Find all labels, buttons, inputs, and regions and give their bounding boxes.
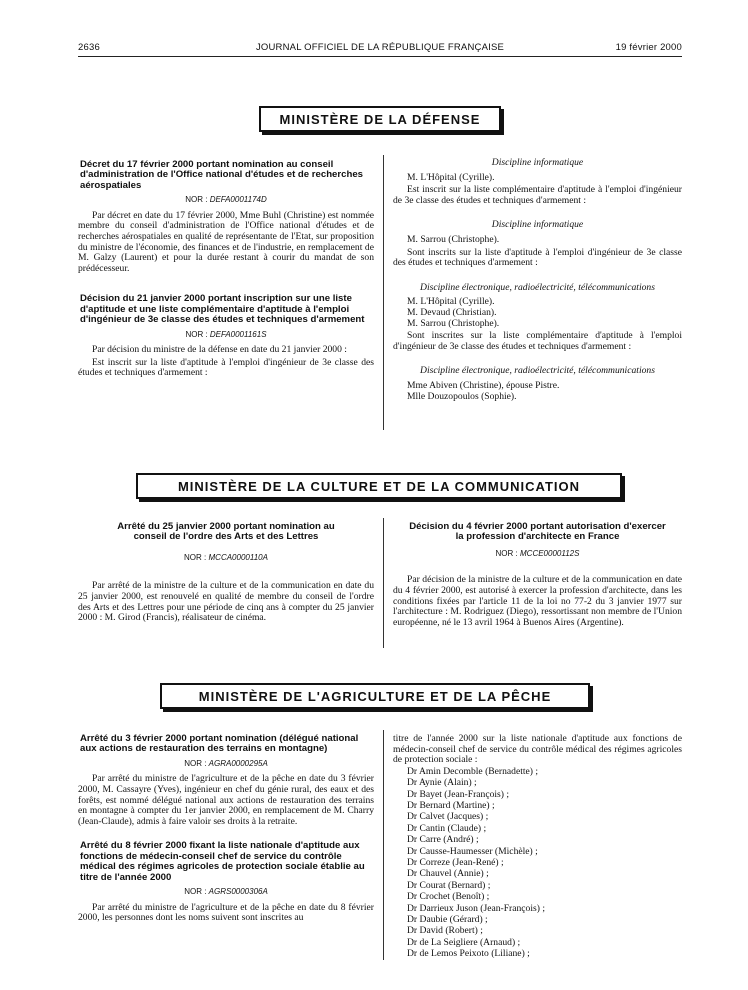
culture-right-column xyxy=(393,522,682,628)
list-item: Dr Chauvel (Annie) ; xyxy=(407,868,489,880)
list-item: Dr Calvet (Jacques) ; xyxy=(407,811,489,823)
arrete-body: Par arrêté du ministre de l'agriculture et de la pêche en date du 3 février 2000, M. Cassayre (Yves), ingénieur en chef du génie rural, des eaux et des forêts, est nommé délégué national aux actions de restauration des terrains en montagne à compter du 1er janvier 2000, en remplacement de M. Charry (Jean-Claude), admis à faire valoir ses droits à la retraite. xyxy=(78,773,374,827)
list-item: Dr Correze (Jean-René) ; xyxy=(407,857,504,869)
decision-body: Par décision de la ministre de la culture et de la communication en date du 4 février 2000, est autorisé à exercer la profession d'architecte, dans les conditions fixées par l'article 11 de la loi no 77-2 du 3 janvier 1977 sur l'architecture : M. Rodriguez (Diego), ressortissant non membre de l'Union européenne, né le 13 avril 1964 à Buenos Aires (Argentine). xyxy=(393,574,682,628)
list-item: Dr David (Robert) ; xyxy=(407,925,483,937)
nor-label: NOR : xyxy=(185,329,208,339)
discipline-heading: Discipline électronique, radioélectricité, télécommunications xyxy=(420,365,655,377)
agriculture-left-column xyxy=(78,734,374,924)
list-item: Dr Cantin (Claude) ; xyxy=(407,822,487,834)
nor-reference xyxy=(78,330,374,341)
person-entry: Mme Abiven (Christine), épouse Pistre. xyxy=(407,379,560,391)
ministry-heading-culture xyxy=(136,473,622,499)
nor-label: NOR : xyxy=(185,195,208,205)
list-intro: Est inscrit sur la liste complémentaire d'aptitude à l'emploi d'ingénieur de 3e classe des études et techniques d'armement : xyxy=(393,184,682,206)
decision-title: Décision du 4 février 2000 portant autorisation d'exercer la profession d'architecte en France xyxy=(409,521,666,543)
ministry-heading-defense xyxy=(259,106,501,132)
discipline-heading: Discipline électronique, radioélectricité, télécommunications xyxy=(420,281,655,293)
list-item: Dr Bayet (Jean-François) ; xyxy=(407,788,510,800)
ministry-heading-text: MINISTÈRE DE LA CULTURE ET DE LA COMMUNICATION xyxy=(177,478,581,494)
page-date: 19 février 2000 xyxy=(615,42,682,53)
nor-label: NOR : xyxy=(184,552,207,562)
ministry-heading-text: MINISTÈRE DE LA DÉFENSE xyxy=(279,111,481,127)
column-divider xyxy=(383,730,384,960)
defense-right-column xyxy=(393,154,682,402)
list-item: Dr Carre (André) ; xyxy=(407,834,479,846)
decree-body: Par décret en date du 17 février 2000, Mme Buhl (Christine) est nommée membre du conseil d'administration de l'Office national d'études et de recherches aérospatiales en qualité de représentante de l'Etat, sur proposition du ministre de l'économie, des finances et de l'industrie, en remplacement de M. Galzy (Laurent) et pour la durée restant à courir du mandat de son prédécesseur. xyxy=(78,209,374,274)
discipline-heading: Discipline informatique xyxy=(491,157,584,168)
column-divider xyxy=(383,155,384,430)
person-entry: Mlle Douzopoulos (Sophie). xyxy=(407,390,517,402)
nor-code: AGRA0000295A xyxy=(208,758,268,768)
list-item: Dr Bernard (Martine) ; xyxy=(407,800,495,811)
list-item: Dr Daubie (Gérard) ; xyxy=(407,914,488,926)
nor-reference xyxy=(78,759,374,770)
list-item: Dr Courat (Bernard) ; xyxy=(407,879,491,891)
nor-code: MCCA0000110A xyxy=(208,552,268,562)
ministry-heading-text: MINISTÈRE DE L'AGRICULTURE ET DE LA PÊCHE xyxy=(198,688,552,704)
defense-left-column xyxy=(78,160,374,379)
decision-body: Est inscrit sur la liste d'aptitude à l'emploi d'ingénieur de 3e classe des études et techniques d'armement : xyxy=(78,356,374,379)
page-number: 2636 xyxy=(78,42,100,53)
journal-title: JOURNAL OFFICIEL DE LA RÉPUBLIQUE FRANÇAISE xyxy=(255,42,505,53)
nor-code: DEFA0001174D xyxy=(209,195,267,205)
list-item: Dr de La Seigliere (Arnaud) ; xyxy=(407,936,521,948)
nor-reference xyxy=(393,549,682,560)
list-item: Dr Amin Decomble (Bernadette) ; xyxy=(407,765,539,777)
nor-code: AGRS0000306A xyxy=(208,887,268,896)
person-entry: M. Devaud (Christian). xyxy=(407,306,497,318)
list-item: Dr Causse-Haumesser (Michèle) ; xyxy=(407,845,538,857)
list-item: Dr Aynie (Alain) ; xyxy=(407,777,477,789)
list-intro: Sont inscrites sur la liste complémentaire d'aptitude à l'emploi d'ingénieur de 3e classe des études et techniques d'armement : xyxy=(393,330,682,352)
header-rule xyxy=(78,56,682,57)
decree-title: Décret du 17 février 2000 portant nomination au conseil d'administration de l'Office national d'études et de recherches aérospatiales xyxy=(80,159,363,191)
list-item: Dr Darrieux Juson (Jean-François) ; xyxy=(407,902,546,914)
list-item: Dr de Lemos Peixoto (Liliane) ; xyxy=(407,948,530,960)
discipline-heading: Discipline informatique xyxy=(491,219,584,231)
person-entry: M. L'Hôpital (Cyrille). xyxy=(407,296,495,308)
nor-code: DEFA0001161S xyxy=(209,329,267,339)
decision-title: Décision du 21 janvier 2000 portant inscription sur une liste d'aptitude et une liste complémentaire d'aptitude à l'emploi d'ingénieur de 3e classe des études et techniques d'armement xyxy=(80,293,365,326)
list-item: Dr Crochet (Benoît) ; xyxy=(407,891,490,903)
ministry-heading-agriculture xyxy=(160,683,590,709)
decision-body: Par décision du ministre de la défense en date du 21 janvier 2000 : xyxy=(92,344,347,356)
list-intro: titre de l'année 2000 sur la liste nationale d'aptitude aux fonctions de médecin-conseil chef de service du contrôle médical des régimes agricoles de protection sociale : xyxy=(393,733,682,766)
nor-reference xyxy=(78,887,374,898)
doctor-list xyxy=(393,766,682,960)
list-intro: Sont inscrits sur la liste d'aptitude à l'emploi d'ingénieur de 3e classe des études et techniques d'armement : xyxy=(393,246,682,269)
agriculture-right-column xyxy=(393,734,682,960)
nor-reference xyxy=(78,553,374,564)
culture-left-column xyxy=(78,522,374,624)
column-divider xyxy=(383,518,384,648)
nor-label: NOR : xyxy=(184,887,207,896)
nor-label: NOR : xyxy=(184,758,207,768)
nor-reference xyxy=(78,195,374,206)
arrete-title: Arrêté du 25 janvier 2000 portant nomination au conseil de l'ordre des Arts et des Lettres xyxy=(117,521,335,543)
person-entry: M. Sarrou (Christophe). xyxy=(407,317,500,329)
person-entry: M. L'Hôpital (Cyrille). xyxy=(407,171,495,183)
nor-label: NOR : xyxy=(495,548,518,558)
arrete-title: Arrêté du 8 février 2000 fixant la liste nationale d'aptitude aux fonctions de médecin-conseil chef de service du contrôle médical des régimes agricoles de protection sociale établie au titre de l'année 2000 xyxy=(80,840,365,883)
arrete-title: Arrêté du 3 février 2000 portant nomination (délégué national aux actions de restauration des terrains en montagne) xyxy=(80,733,359,755)
arrete-body: Par arrêté de la ministre de la culture et de la communication en date du 25 janvier 2000, est renouvelé en qualité de membre du conseil de l'ordre des Arts et des Lettres pour une période de cinq ans à compter du 25 janvier 2000 : M. Girod (Francis), réalisateur de cinéma. xyxy=(78,580,374,624)
nor-code: MCCE0000112S xyxy=(520,548,580,558)
person-entry: M. Sarrou (Christophe). xyxy=(407,233,500,245)
arrete-body: Par arrêté du ministre de l'agriculture et de la pêche en date du 8 février 2000, les personnes dont les noms suivent sont inscrites au xyxy=(78,901,374,924)
